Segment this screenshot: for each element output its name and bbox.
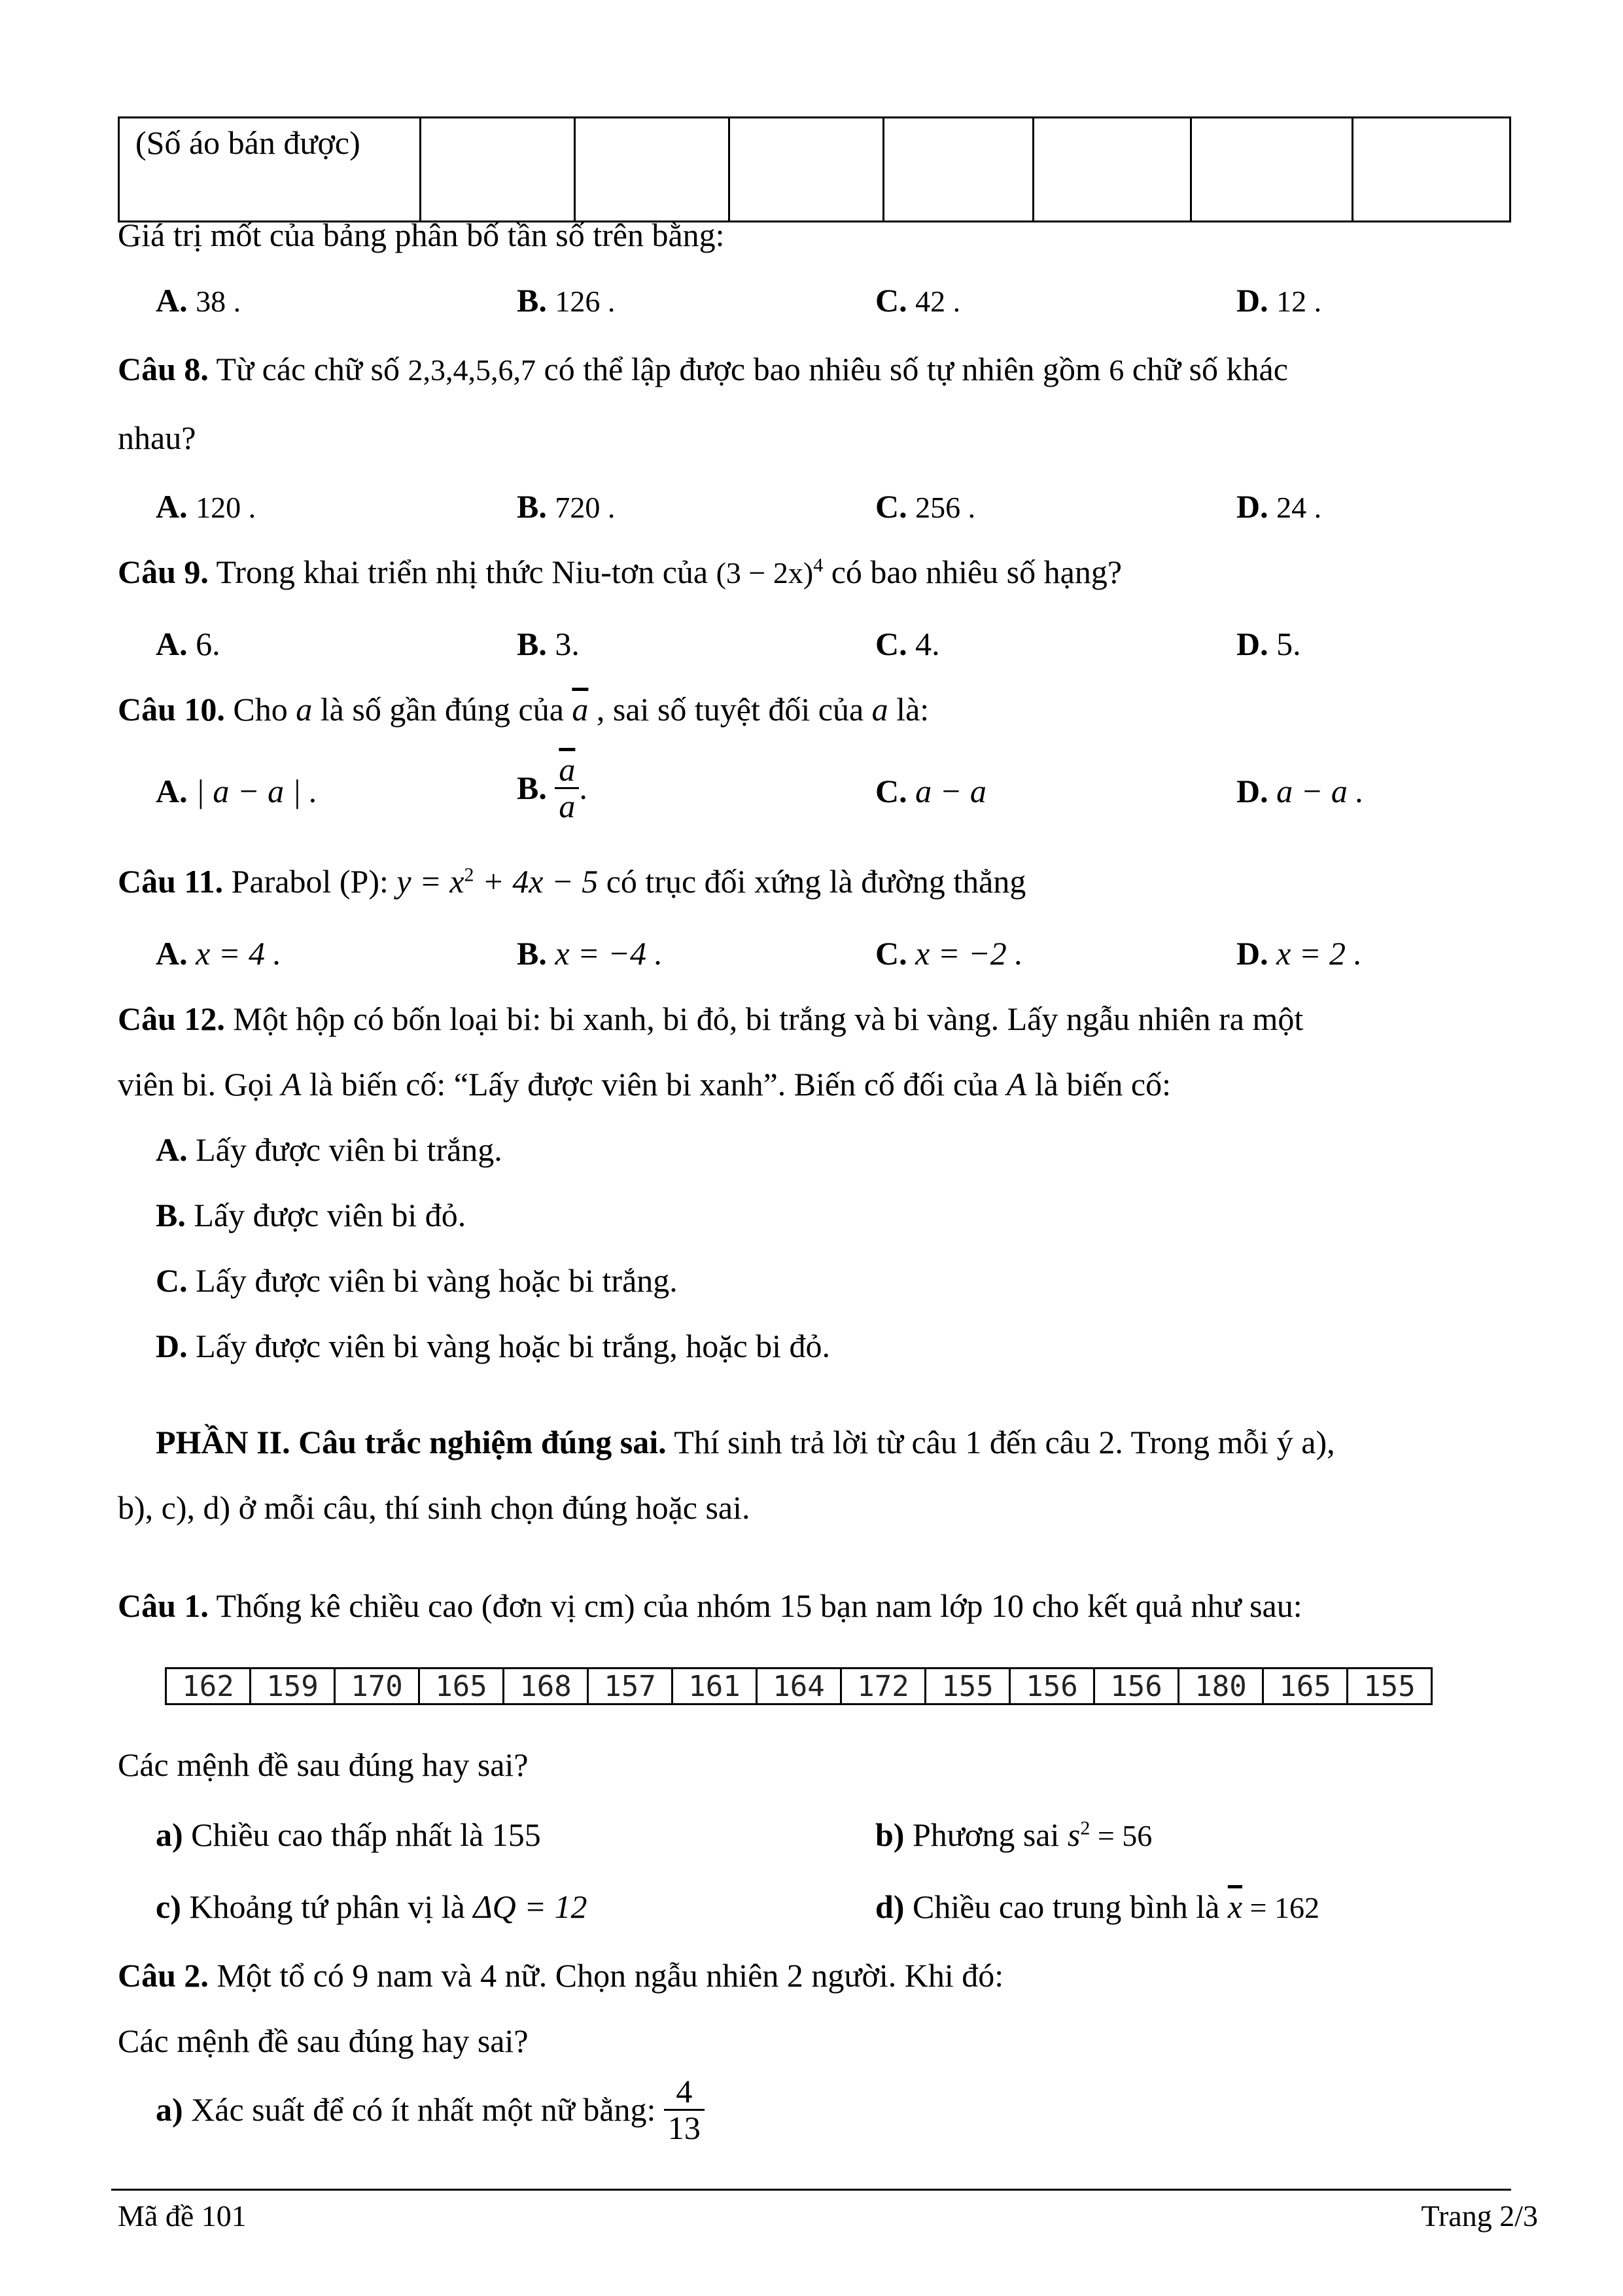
q12-stem: Câu 12. Một hộp có bốn loại bi: bi xanh, bi đỏ, bi trắng và bi vàng. Lấy ngẫu nhiên ra một [118, 1000, 1304, 1037]
q8-option-a: A. 120 . [156, 488, 256, 525]
table-row [166, 1669, 1432, 1704]
table-row [119, 118, 1510, 222]
p2q2-stem: Câu 2. Một tổ có 9 nam và 4 nữ. Chọn ngẫu nhiên 2 người. Khi đó: [118, 1957, 1004, 1994]
height-cell: 170 [335, 1669, 419, 1704]
q10-option-c: C. a − a [875, 773, 986, 809]
height-cell: 168 [504, 1669, 588, 1704]
q8-stem: Câu 8. Từ các chữ số 2,3,4,5,6,7 có thể lập được bao nhiêu số tự nhiên gồm 6 chữ số khác [118, 351, 1288, 387]
p2q1-statement-a: a) Chiều cao thấp nhất là 155 [156, 1816, 541, 1853]
table-cell [884, 118, 1034, 222]
q8-stem-line2: nhau? [118, 419, 196, 456]
table-cell [729, 118, 884, 222]
height-cell: 156 [1094, 1669, 1179, 1704]
q9-stem: Câu 9. Trong khai triển nhị thức Niu-tơn của $(3 - 2x)^4$ có bao nhiêu số hạng? [118, 554, 1123, 590]
q11-option-c: C. x = −2 . [875, 935, 1023, 972]
q7-option-b: B. 126 . [517, 282, 616, 319]
page-number: Trang 2/3 [1421, 2199, 1538, 2233]
table-cell [575, 118, 729, 222]
q11-option-a: A. x = 4 . [156, 935, 282, 972]
table-row-label: (Số áo bán được) [119, 118, 421, 222]
question-number: Câu 8. [118, 351, 209, 387]
height-cell: 162 [166, 1669, 251, 1704]
height-cell: 164 [757, 1669, 841, 1704]
q12-option-c: C. Lấy được viên bi vàng hoặc bi trắng. [156, 1262, 678, 1299]
q8-option-c: C. 256 . [875, 488, 976, 525]
frequency-table-bottom-row [118, 116, 1511, 222]
q11-stem: Câu 11. Parabol (P): $y = x^2 + 4x - 5$ có trục đối xứng là đường thẳng [118, 863, 1026, 900]
fraction: $\frac{\overline{a}}{a}$ [555, 752, 579, 823]
p2q2-prompt: Các mệnh đề sau đúng hay sai? [118, 2022, 529, 2059]
q9-option-a: A. 6. [156, 626, 220, 662]
q11-option-d: D. x = 2 . [1236, 935, 1363, 972]
footer-divider [111, 2189, 1511, 2191]
table-cell [421, 118, 575, 222]
q11-option-b: B. x = −4 . [517, 935, 663, 972]
p2q1-prompt: Các mệnh đề sau đúng hay sai? [118, 1746, 529, 1783]
question-number: Câu 1. [118, 1587, 209, 1624]
q10-option-d: D. a − a . [1236, 773, 1364, 809]
q10-stem: Câu 10. Cho a là số gần đúng của $\overline{a}$ , sai số tuyệt đối của a là: [118, 691, 930, 728]
height-cell: 180 [1179, 1669, 1263, 1704]
height-cell: 172 [841, 1669, 926, 1704]
height-cell: 161 [672, 1669, 757, 1704]
question-number: Câu 10. [118, 691, 225, 728]
p2q1-statement-c: c) Khoảng tứ phân vị là ΔQ = 12 [156, 1888, 587, 1925]
height-cell: 156 [1010, 1669, 1094, 1704]
q9-option-c: C. 4. [875, 626, 940, 662]
q7-stem: Giá trị mốt của bảng phân bố tần số trên bằng: [118, 217, 725, 253]
height-cell: 165 [419, 1669, 504, 1704]
part2-instructions-line2: b), c), d) ở mỗi câu, thí sinh chọn đúng hoặc sai. [118, 1489, 750, 1526]
q12-option-b: B. Lấy được viên bi đỏ. [156, 1197, 466, 1233]
q12-option-d: D. Lấy được viên bi vàng hoặc bi trắng, hoặc bi đỏ. [156, 1328, 831, 1364]
height-cell: 159 [251, 1669, 335, 1704]
table-cell [1191, 118, 1353, 222]
q10-option-a: A. | a − a | . [156, 773, 318, 809]
q7-option-d: D. 12 . [1236, 282, 1322, 319]
q9-option-b: B. 3. [517, 626, 580, 662]
table-cell [1034, 118, 1191, 222]
q10-option-b: B. $\frac{\overline{a}}{a}$ . [517, 751, 587, 824]
q8-option-d: D. 24 . [1236, 488, 1322, 525]
q12-stem-line2: viên bi. Gọi A là biến cố: “Lấy được viên bi xanh”. Biến cố đối của A là biến cố: [118, 1066, 1172, 1103]
q12-option-a: A. Lấy được viên bi trắng. [156, 1131, 502, 1168]
height-cell: 155 [926, 1669, 1010, 1704]
height-cell: 165 [1263, 1669, 1348, 1704]
p2q1-stem: Câu 1. Thống kê chiều cao (đơn vị cm) của nhóm 15 bạn nam lớp 10 cho kết quả như sau: [118, 1587, 1302, 1624]
height-cell: 157 [588, 1669, 672, 1704]
question-number: Câu 12. [118, 1000, 225, 1037]
q7-option-a: A. 38 . [156, 282, 241, 319]
table-cell [1353, 118, 1510, 222]
height-cell: 155 [1348, 1669, 1432, 1704]
q8-option-b: B. 720 . [517, 488, 616, 525]
question-number: Câu 9. [118, 554, 209, 590]
q7-option-c: C. 42 . [875, 282, 961, 319]
p2q1-statement-b: b) Phương sai $s^2 = 56$ [875, 1816, 1153, 1853]
p2q1-statement-d: d) Chiều cao trung bình là $\overline{x} = 162$ [875, 1888, 1319, 1925]
q9-option-d: D. 5. [1236, 626, 1301, 662]
part2-title: PHẦN II. Câu trắc nghiệm đúng sai. [156, 1424, 667, 1460]
p2q2-statement-a: a) Xác suất để có ít nhất một nữ bằng: $\frac{4}{13}$ [156, 2074, 705, 2145]
exam-code: Mã đề 101 [118, 2199, 247, 2233]
part2-heading: PHẦN II. Câu trắc nghiệm đúng sai. Thí sinh trả lời từ câu 1 đến câu 2. Trong mỗi ý a), [156, 1424, 1335, 1460]
question-number: Câu 2. [118, 1957, 209, 1994]
question-number: Câu 11. [118, 863, 224, 900]
fraction: $\frac{4}{13}$ [664, 2074, 705, 2145]
heights-table [165, 1667, 1433, 1705]
